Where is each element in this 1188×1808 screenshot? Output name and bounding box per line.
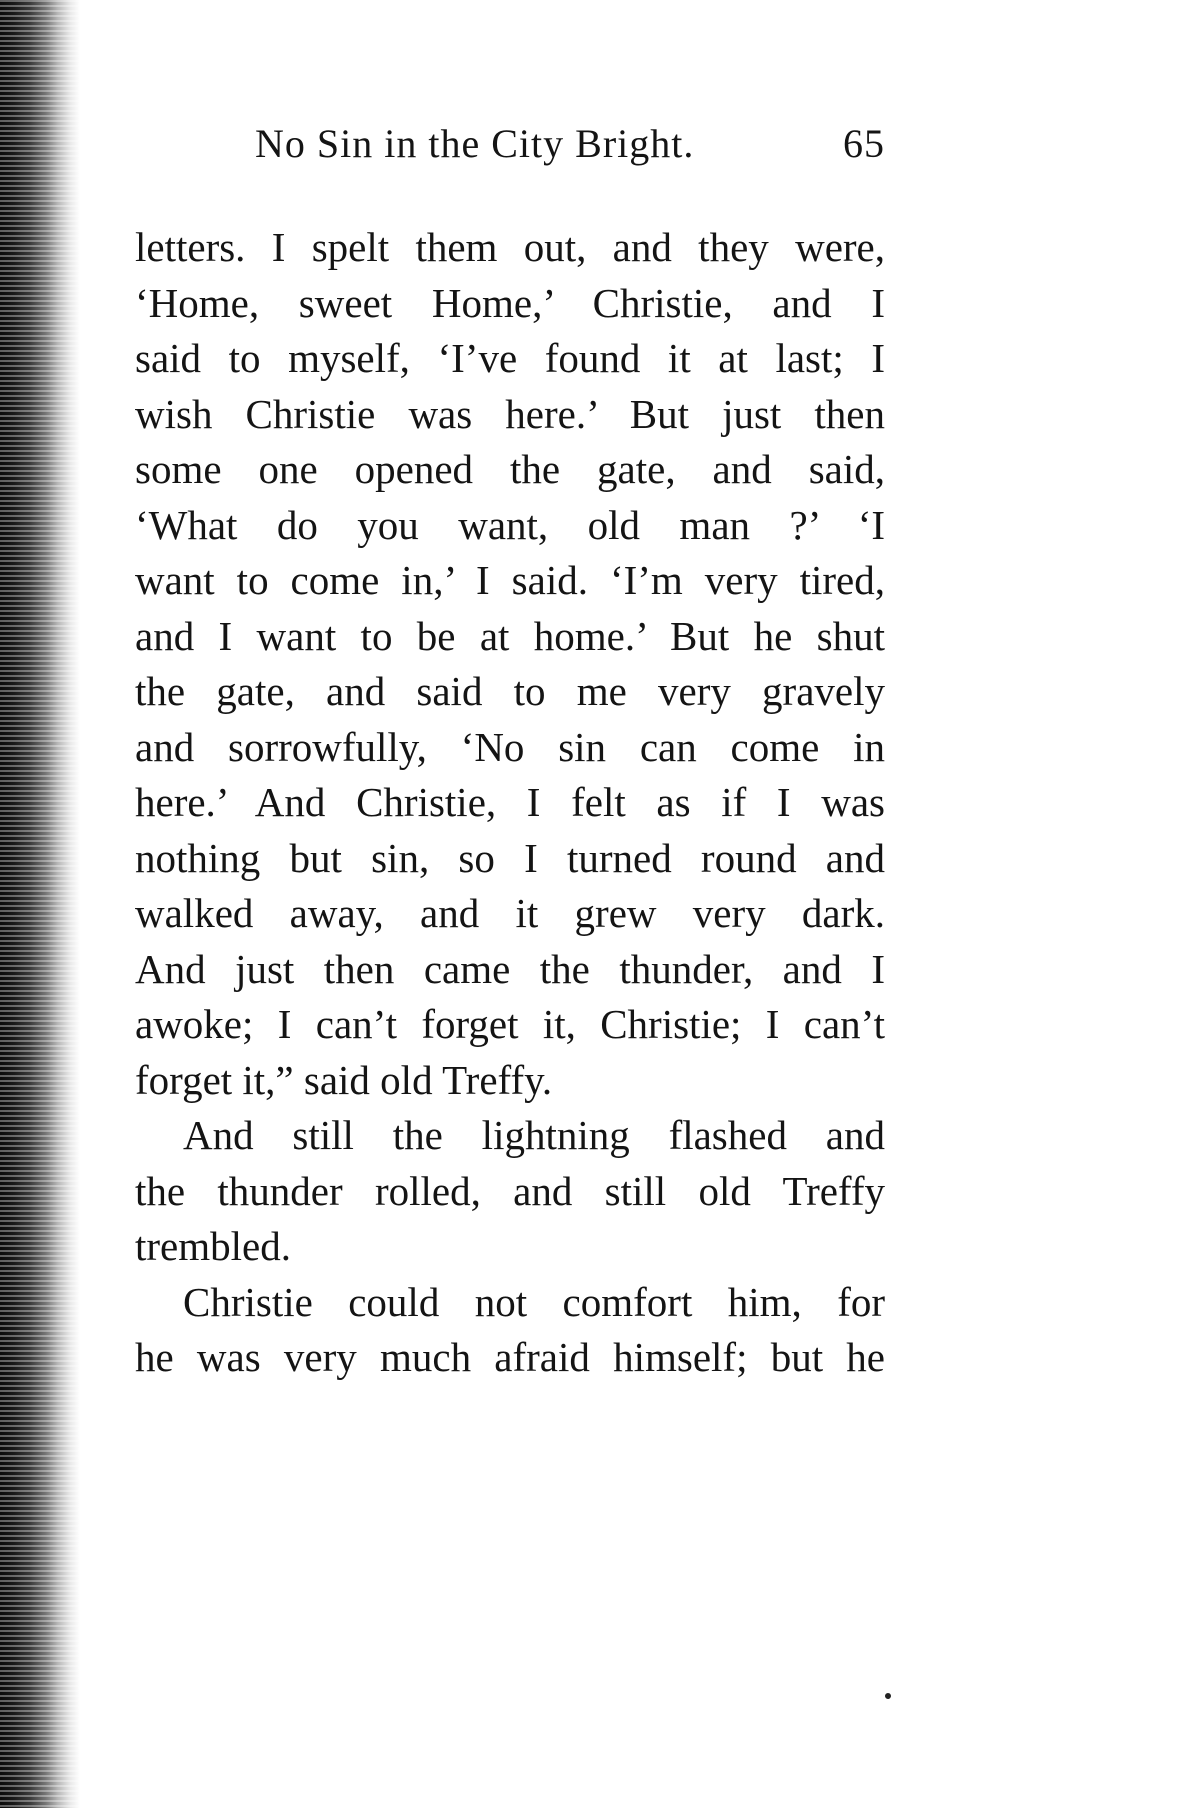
text-line: and I want to be at home.’ But he shut [135, 612, 885, 659]
text-line: nothing but sin, so I turned round and [135, 834, 885, 881]
text-line: awoke; I can’t forget it, Christie; I can’t [135, 1001, 885, 1047]
text-line: And just then came the thunder, and I [135, 945, 885, 992]
paragraph-3 [135, 1275, 885, 1386]
page-number: 65 [843, 121, 885, 166]
text-line: the thunder rolled, and still old Treffy [135, 1167, 885, 1214]
text-line: trembled. [135, 1223, 291, 1269]
text-line: want to come in,’ I said. ‘I’m very tired, [135, 557, 885, 603]
book-spine-shadow [0, 0, 80, 1808]
text-line: he was very much afraid himself; but he [135, 1334, 885, 1380]
body-text [135, 220, 885, 1386]
text-line: the gate, and said to me very gravely [135, 668, 885, 714]
text-line: ‘Home, sweet Home,’ Christie, and I [135, 279, 885, 326]
paragraph-2 [135, 1108, 885, 1275]
print-speck [885, 1693, 891, 1699]
text-line: here.’ And Christie, I felt as if I was [135, 779, 885, 825]
running-title: No Sin in the City Bright. [255, 121, 695, 166]
text-line: some one opened the gate, and said, [135, 446, 885, 492]
text-line: said to myself, ‘I’ve found it at last; I [135, 335, 885, 381]
text-line: forget it,” said old Treffy. [135, 1056, 553, 1103]
text-line: and sorrowfully, ‘No sin can come in [135, 723, 885, 770]
text-line: wish Christie was here.’ But just then [135, 390, 885, 437]
paragraph-1 [135, 220, 885, 1108]
text-line: Christie could not comfort him, for [183, 1278, 885, 1325]
text-line: And still the lightning flashed and [183, 1112, 885, 1158]
text-line: letters. I spelt them out, and they were, [135, 224, 885, 270]
text-line: walked away, and it grew very dark. [135, 890, 885, 936]
text-line: ‘What do you want, old man ?’ ‘I [135, 501, 885, 548]
